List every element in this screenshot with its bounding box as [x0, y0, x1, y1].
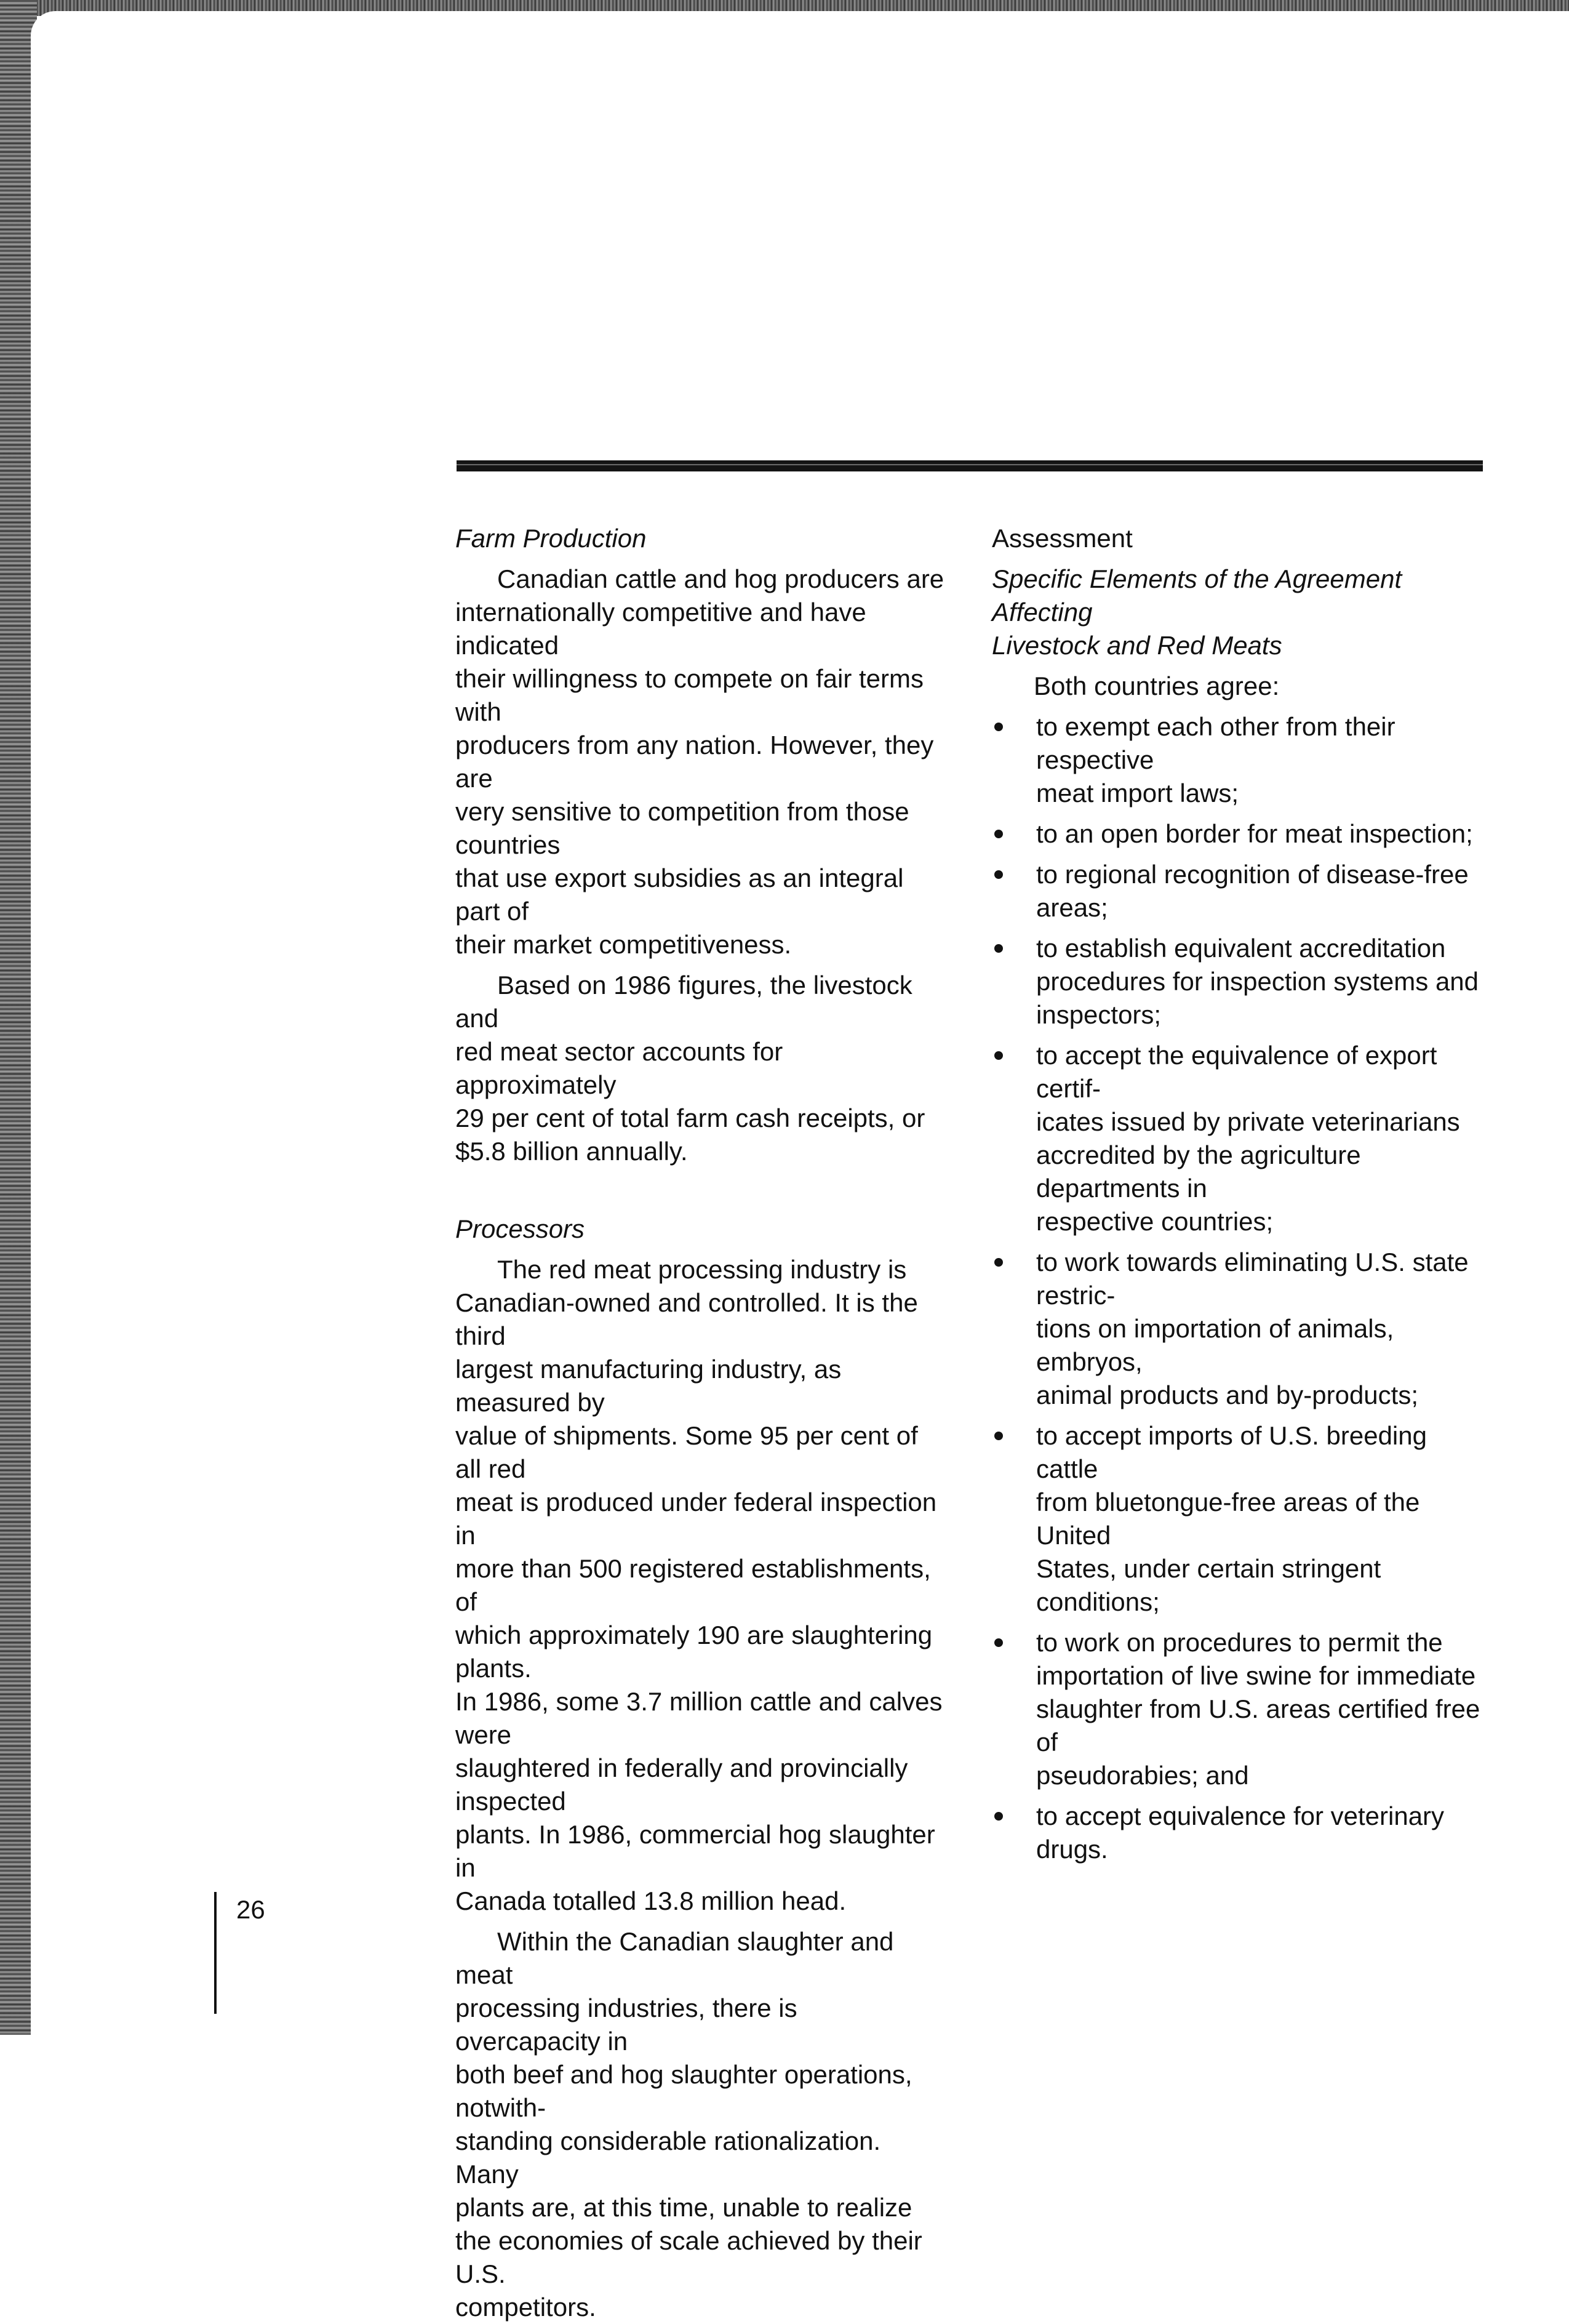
list-item: to work on procedures to permit the importation of live swine for immediate slaughter from U.S. areas certified free of pseudorabies; and	[992, 1626, 1484, 1792]
bullet-icon	[994, 1051, 1003, 1060]
page-number-bar	[214, 1892, 217, 2014]
list-item: to establish equivalent accreditation procedures for inspection systems and inspectors;	[992, 932, 1484, 1032]
list-item: to accept imports of U.S. breeding cattle from bluetongue-free areas of the United States, under certain stringent conditions;	[992, 1419, 1484, 1619]
bullet-icon	[994, 1812, 1003, 1821]
farm-production-paragraph-2: Based on 1986 figures, the livestock and red meat sector accounts for approximately 29 per cent of total farm cash receipts, or $5.8 billion annually.	[455, 971, 925, 1166]
left-column	[455, 522, 948, 2324]
list-item: to accept the equivalence of export certif- icates issued by private veterinarians accredited by the agriculture departments in respective countries;	[992, 1039, 1484, 1238]
header-rule	[457, 460, 1483, 471]
bullet-icon	[994, 870, 1003, 879]
list-item: to regional recognition of disease-free areas;	[992, 858, 1484, 924]
agreement-intro: Both countries agree:	[1034, 671, 1280, 700]
list-item: to exempt each other from their respective meat import laws;	[992, 710, 1484, 810]
bullet-icon	[994, 944, 1003, 953]
bullet-icon	[994, 1638, 1003, 1647]
list-item: to an open border for meat inspection;	[992, 817, 1484, 851]
agreement-subheading: Specific Elements of the Agreement Affecting Livestock and Red Meats	[992, 564, 1402, 660]
bullet-icon	[994, 723, 1003, 731]
page-number: 26	[236, 1895, 265, 1924]
bullet-icon	[994, 830, 1003, 838]
processors-paragraph-2: Within the Canadian slaughter and meat processing industries, there is overcapacity in both beef and hog slaughter operations, notwith- standing considerable rationalization. Many plants are, at this time, unable to realize the economies of scale achieved by their U.S. competitors.	[455, 1927, 922, 2322]
agreement-bullet-list	[992, 710, 1484, 1866]
list-item: to work towards eliminating U.S. state restric- tions on importation of animals, embryos, animal products and by-products;	[992, 1246, 1484, 1412]
farm-production-heading: Farm Production	[455, 524, 647, 553]
bullet-icon	[994, 1258, 1003, 1267]
processors-heading: Processors	[455, 1214, 585, 1243]
farm-production-paragraph-1: Canadian cattle and hog producers are internationally competitive and have indicated their willingness to compete on fair terms with producers from any nation. However, they are very sensitive to competition from those countries that use export subsidies as an integral part of their market competitiveness.	[455, 564, 944, 959]
bullet-icon	[994, 1432, 1003, 1440]
assessment-title: Assessment	[992, 524, 1133, 553]
list-item: to accept equivalence for veterinary drugs.	[992, 1800, 1484, 1866]
processors-paragraph-1: The red meat processing industry is Canadian-owned and controlled. It is the third largest manufacturing industry, as measured by value of shipments. Some 95 per cent of all red meat is produced under federal inspection in more than 500 registered establishments, of which approximately 190 are slaughtering plants. In 1986, some 3.7 million cattle and calves were slaughtered in federally and provincially inspected plants. In 1986, commercial hog slaughter in Canada totalled 13.8 million head.	[455, 1255, 943, 1915]
right-column	[992, 522, 1484, 1873]
